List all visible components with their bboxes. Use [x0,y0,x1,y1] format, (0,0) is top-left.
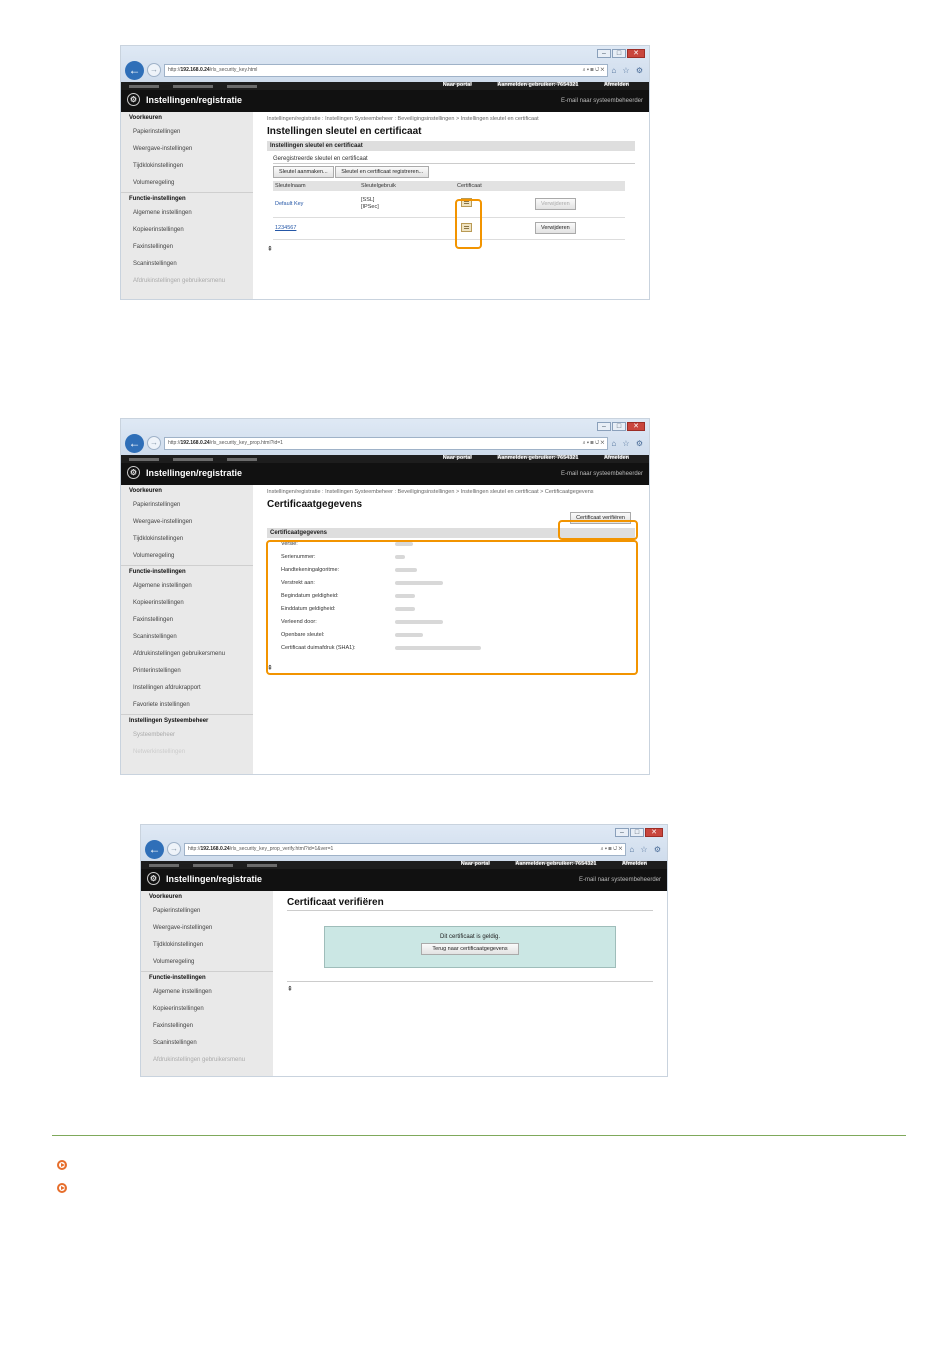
url-path: /rls_security_key.html [209,66,258,73]
back-arrow-icon[interactable]: ← [125,61,144,80]
certificate-icons-highlight [455,199,482,249]
portal-link[interactable]: Naar portal [442,455,472,461]
address-bar-tools[interactable]: ⌕ ▾ ⊞ ↺ ✕ [600,845,623,852]
login-label [515,861,597,867]
browser-chrome [121,46,649,82]
address-bar-tools[interactable]: ⌕ ▾ ⊞ ↺ ✕ [582,66,605,73]
breadcrumb: Instellingen/registratie : Instellingen Systeembeheer : Beveiligingsinstellingen > Instellingen sleutel en certificaat [267,116,539,122]
related-link-bullet-icon [57,1160,67,1170]
sidebar-item-system-admin[interactable]: Systeembeheer [133,732,176,738]
login-label [497,455,579,461]
field-label: Openbare sleutel: [281,632,325,638]
portal-link[interactable]: Naar portal [460,861,490,867]
screenshot-verify-certificate [140,824,668,1077]
key-usage-ipsec: [IPSec] [361,203,379,210]
field-label: Verleend door: [281,619,317,625]
forward-arrow-icon[interactable]: → [167,842,181,856]
sidebar-item-timer[interactable]: Tijdklokinstellingen [153,942,204,948]
subsection-title: Geregistreerde sleutel en certificaat [273,156,635,164]
sidebar-item-scan[interactable]: Scaninstellingen [153,1040,197,1046]
screenshot-key-certificate-settings [120,45,650,300]
sidebar-group-functions: Functie-instellingen [121,192,253,205]
url-host: 192.168.0.24 [180,439,210,446]
section-header: Instellingen sleutel en certificaat [267,141,635,151]
login-label-text: Aanmelden gebruiker: [497,82,556,88]
login-user: 7654321 [556,455,579,461]
address-bar[interactable] [184,843,626,856]
settings-gear-icon: ⚙ [127,466,140,479]
login-label-text: Aanmelden gebruiker: [497,455,556,461]
sidebar-group-functions: Functie-instellingen [121,565,253,578]
maximize-icon[interactable]: □ [612,49,626,58]
sidebar-item-scan[interactable]: Scaninstellingen [133,261,177,267]
sidebar-item-volume[interactable]: Volumeregeling [133,180,175,186]
app-header [121,90,649,112]
field-label: Handtekeningalgoritme: [281,567,340,573]
field-label: Begindatum geldigheid: [281,593,339,599]
logout-link[interactable]: Afmelden [603,455,629,461]
field-label: Serienummer: [281,554,316,560]
address-bar-tools[interactable]: ⌕ ▾ ⊞ ↺ ✕ [582,439,605,446]
url-prefix: http:// [188,845,201,852]
screenshot-certificate-details [120,418,650,775]
sidebar-item-printer[interactable]: Printerinstellingen [133,668,181,674]
forward-arrow-icon[interactable]: → [147,436,161,450]
key-usage-ssl: [SSL] [361,196,375,203]
app-header [141,869,667,891]
field-label: Certificaat duimafdruk (SHA1): [281,645,356,651]
login-label-text: Aanmelden gebruiker: [515,861,574,867]
sidebar-item-fax[interactable]: Faxinstellingen [133,617,174,623]
table-row [273,191,625,217]
sidebar [141,891,273,1076]
col-key-name: Sleutelnaam [275,183,306,189]
sidebar-item-common[interactable]: Algemene instellingen [133,583,192,589]
maximize-icon[interactable]: □ [630,828,644,837]
mail-admin-link[interactable]: E-mail naar systeembeheerder [560,471,643,477]
sidebar-item-fax[interactable]: Faxinstellingen [133,244,174,250]
url-host: 192.168.0.24 [180,66,210,73]
sidebar-item-paper[interactable]: Papierinstellingen [153,908,201,914]
field-label: Einddatum geldigheid: [281,606,336,612]
page-title: Certificaat verifiëren [287,897,653,911]
device-info-strip [121,82,649,90]
minimize-icon[interactable]: – [615,828,629,837]
sidebar-item-volume[interactable]: Volumeregeling [133,553,175,559]
back-to-top-icon[interactable]: ⇞ [267,665,273,672]
sidebar-item-volume[interactable]: Volumeregeling [153,959,195,965]
logout-link[interactable]: Afmelden [621,861,647,867]
back-to-top-icon[interactable]: ⇞ [287,981,653,993]
sidebar-item-print-user-menu[interactable]: Afdrukinstellingen gebruikersmenu [153,1057,246,1063]
col-key-usage: Sleutelgebruik [361,183,396,189]
register-key-certificate-button[interactable]: Sleutel en certificaat registreren... [335,166,429,178]
sidebar [121,485,253,774]
sidebar-item-print-user-menu[interactable]: Afdrukinstellingen gebruikersmenu [133,278,226,284]
back-arrow-icon[interactable]: ← [145,840,164,859]
generate-key-button[interactable]: Sleutel aanmaken... [273,166,334,178]
close-icon[interactable]: ✕ [627,49,645,58]
minimize-icon[interactable]: – [597,422,611,431]
sidebar-group-preferences: Voorkeuren [129,115,162,121]
field-label: Verstrekt aan: [281,580,315,586]
sidebar-group-preferences: Voorkeuren [129,488,162,494]
mail-admin-link[interactable]: E-mail naar systeembeheerder [578,877,661,883]
back-to-certificate-details-button[interactable]: Terug naar certificaatgegevens [421,943,518,955]
sidebar [121,112,253,299]
device-info-strip [121,455,649,463]
related-link-bullet-icon [57,1183,67,1193]
section-divider [52,1135,906,1136]
col-actions [530,181,625,191]
sidebar-item-scan[interactable]: Scaninstellingen [133,634,177,640]
sidebar-item-print-user-menu[interactable]: Afdrukinstellingen gebruikersmenu [133,651,226,657]
sidebar-item-display[interactable]: Weergave-instellingen [133,519,193,525]
portal-link[interactable]: Naar portal [442,82,472,88]
window-controls [615,828,663,837]
sidebar-item-timer[interactable]: Tijdklokinstellingen [133,536,184,542]
url-prefix: http:// [168,66,181,73]
breadcrumb: Instellingen/registratie : Instellingen Systeembeheer : Beveiligingsinstellingen > Instellingen sleutel en certificaat > Certificaatgegevens [267,489,594,495]
delete-button: Verwijderen [535,198,576,210]
logout-link[interactable]: Afmelden [603,82,629,88]
browser-chrome [121,419,649,455]
login-label [497,82,579,88]
sidebar-item-copy[interactable]: Kopieerinstellingen [153,1006,204,1012]
sidebar-item-network[interactable]: Netwerkinstellingen [133,749,186,755]
app-title: Instellingen/registratie [146,467,243,478]
address-bar[interactable] [164,64,608,77]
section-header: Certificaatgegevens [267,528,635,538]
app-header [121,463,649,485]
url-path: /rls_security_key_prop.html?id=1 [209,439,283,446]
sidebar-item-timer[interactable]: Tijdklokinstellingen [133,163,184,169]
sidebar-item-display[interactable]: Weergave-instellingen [133,146,193,152]
mail-admin-link[interactable]: E-mail naar systeembeheerder [560,98,643,104]
key-name-link[interactable]: 1234567 [275,225,297,231]
verify-button-highlight [558,520,638,540]
settings-gear-icon: ⚙ [127,93,140,106]
home-favorites-settings-icons[interactable]: ⌂ ☆ ⚙ [629,844,663,854]
sidebar-item-common[interactable]: Algemene instellingen [133,210,192,216]
sidebar-item-favorites[interactable]: Favoriete instellingen [133,702,190,708]
back-to-top-icon[interactable]: ⇞ [267,245,273,253]
sidebar-item-copy[interactable]: Kopieerinstellingen [133,600,184,606]
verify-result-message: Dit certificaat is geldig. [439,934,501,940]
login-user: 7654321 [574,861,597,867]
sidebar-group-functions: Functie-instellingen [141,971,273,984]
sidebar-item-common[interactable]: Algemene instellingen [153,989,212,995]
page-title: Instellingen sleutel en certificaat [267,126,422,137]
back-arrow-icon[interactable]: ← [125,434,144,453]
sidebar-item-report[interactable]: Instellingen afdrukrapport [133,685,201,691]
window-controls [597,422,645,431]
delete-button[interactable]: Verwijderen [535,222,576,234]
app-title: Instellingen/registratie [146,94,243,105]
verify-result-panel [324,926,616,968]
sidebar-item-paper[interactable]: Papierinstellingen [133,129,181,135]
app-title: Instellingen/registratie [166,873,263,884]
maximize-icon[interactable]: □ [612,422,626,431]
main-content [273,891,667,1076]
device-info-strip [141,861,667,869]
sidebar-item-paper[interactable]: Papierinstellingen [133,502,181,508]
close-icon[interactable]: ✕ [645,828,663,837]
close-icon[interactable]: ✕ [627,422,645,431]
settings-gear-icon: ⚙ [147,872,160,885]
sidebar-item-copy[interactable]: Kopieerinstellingen [133,227,184,233]
sidebar-item-fax[interactable]: Faxinstellingen [153,1023,194,1029]
sidebar-group-admin: Instellingen Systeembeheer [121,714,253,727]
home-favorites-settings-icons[interactable]: ⌂ ☆ ⚙ [611,65,645,75]
key-table [273,181,625,240]
url-host: 192.168.0.24 [200,845,230,852]
main-content [253,112,649,299]
home-favorites-settings-icons[interactable]: ⌂ ☆ ⚙ [611,438,645,448]
key-name-link[interactable]: Default Key [275,200,304,207]
url-prefix: http:// [168,439,181,446]
url-path: /rls_security_key_prop_verify.html?id=1&ver=1 [229,845,334,852]
minimize-icon[interactable]: – [597,49,611,58]
col-certificate: Certificaat [457,183,482,189]
address-bar[interactable] [164,437,608,450]
verify-certificate-button[interactable]: Certificaat verifiëren [570,512,631,524]
forward-arrow-icon[interactable]: → [147,63,161,77]
table-row [273,217,625,239]
certificate-details-highlight [266,540,638,675]
sidebar-group-preferences: Voorkeuren [149,894,182,900]
page-title: Certificaatgegevens [267,499,363,510]
login-user: 7654321 [556,82,579,88]
field-label: Versie: [281,541,298,547]
window-controls [597,49,645,58]
sidebar-item-display[interactable]: Weergave-instellingen [153,925,213,931]
browser-chrome [141,825,667,861]
